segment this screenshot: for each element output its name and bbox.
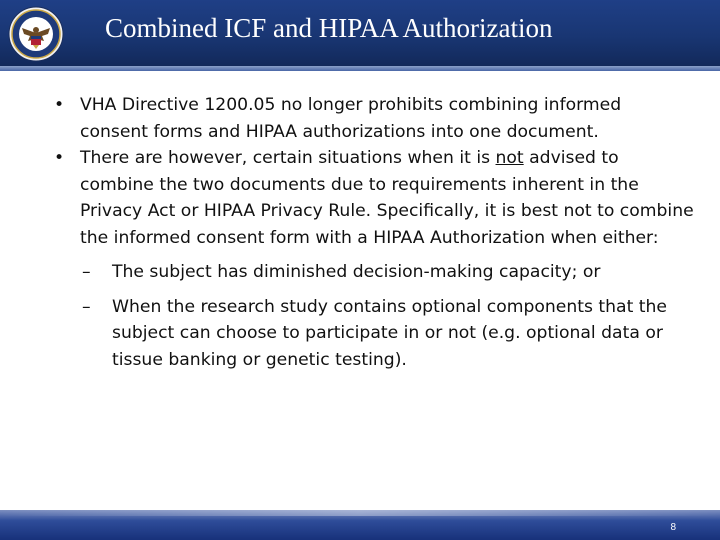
footer-highlight: [0, 510, 720, 516]
sub-bullet-dash: –: [82, 262, 91, 282]
bullet-text-after: advised to combine the two documents due to requirements inherent in the Privacy Act or HIPAA Privacy Rule. Specifically, it is best not to combine the informed consent form with a HIPAA Authorization when either:: [80, 148, 694, 248]
sub-bullet-item-1: [54, 259, 694, 286]
bullet-item-1: [54, 92, 694, 145]
bullet-dot: •: [54, 95, 65, 115]
bullet-text: VHA Directive 1200.05 no longer prohibits combining informed consent forms and HIPAA authorizations into one document.: [80, 95, 622, 142]
page-number: 8: [670, 522, 676, 533]
sub-bullet-dash: –: [82, 296, 91, 317]
slide-title: Combined ICF and HIPAA Authorization: [105, 13, 553, 43]
bullet-text-underlined: not: [495, 148, 524, 168]
bullet-item-2: [54, 145, 694, 373]
bullet-dot: •: [54, 148, 65, 168]
sub-bullet-text: The subject has diminished decision-making capacity; or: [112, 262, 601, 282]
sub-bullet-text: When the research study contains optional components that the subject can choose to participate in or not (e.g. optional data or tissue banking or genetic testing).: [112, 296, 668, 370]
bullet-text-before: There are however, certain situations when it is: [80, 148, 496, 168]
sub-bullet-item-2: [54, 294, 694, 374]
va-seal-icon: [8, 6, 64, 62]
header-divider: [0, 66, 720, 71]
slide-body: [54, 92, 694, 373]
